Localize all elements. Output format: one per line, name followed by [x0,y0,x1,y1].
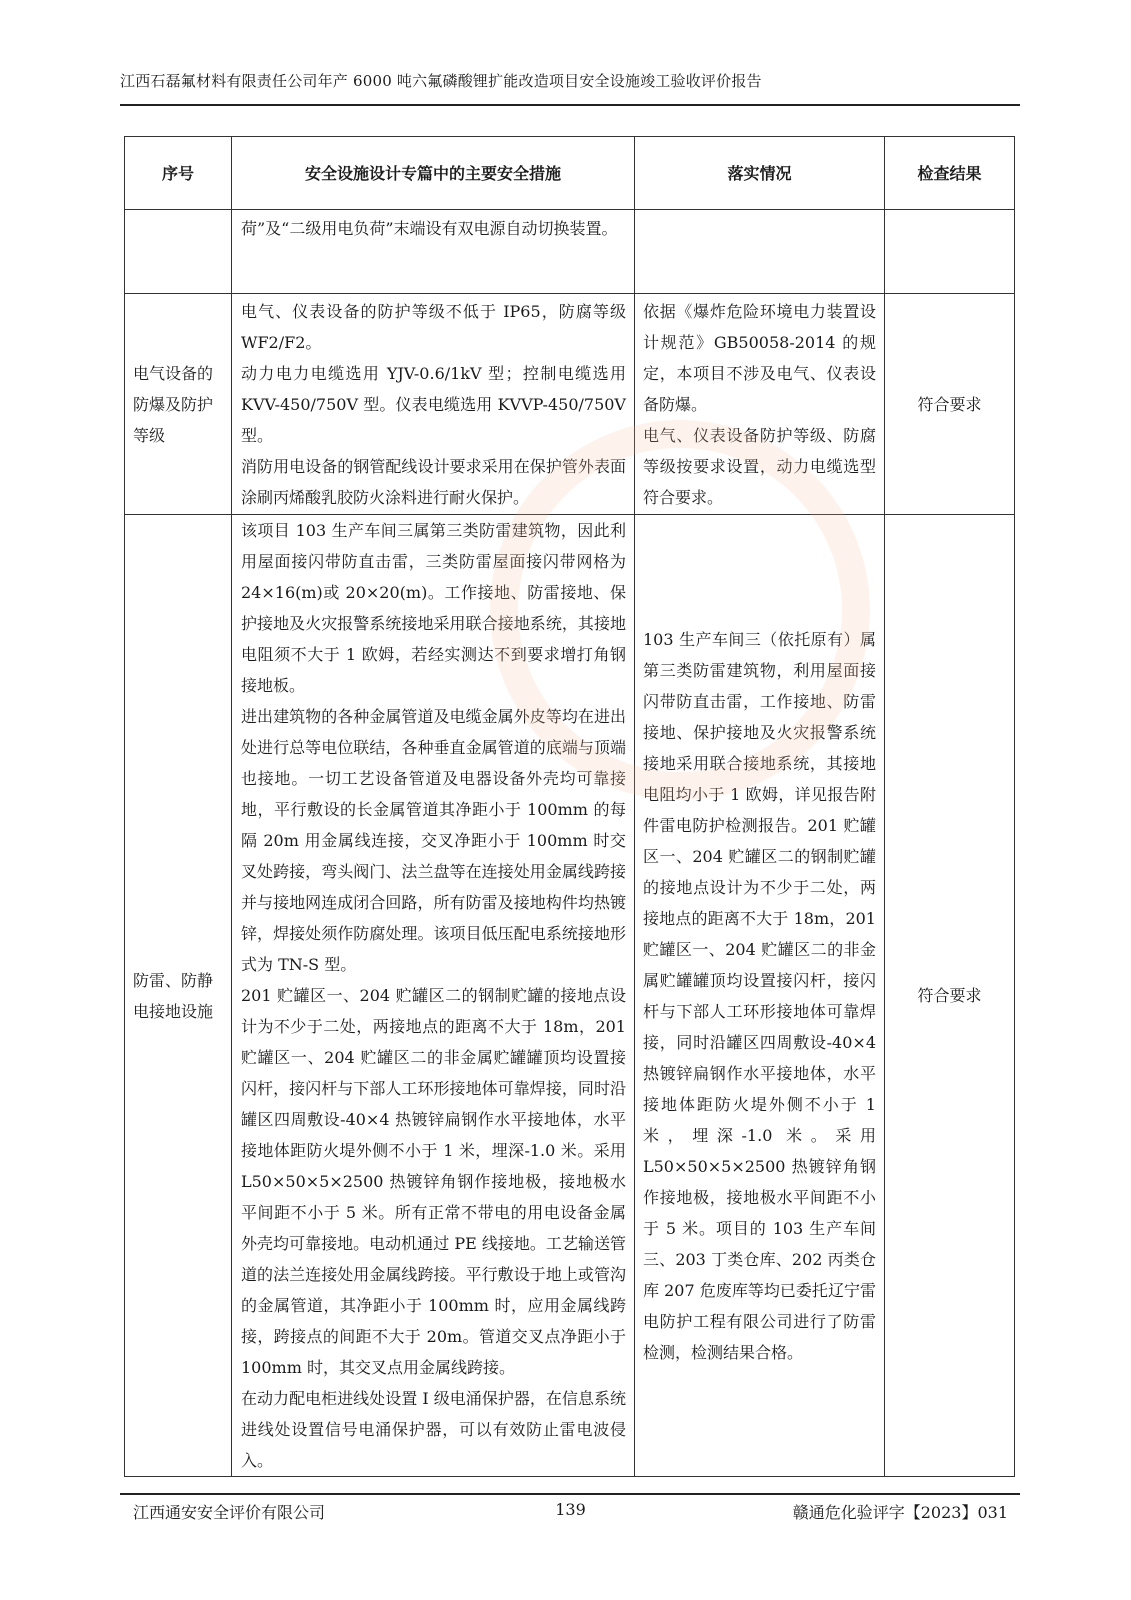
row-seq: 电气设备的防爆及防护等级 [125,294,232,515]
col-header-result: 检查结果 [885,137,1015,210]
row-implementation [635,515,885,1477]
col-header-measures: 安全设施设计专篇中的主要安全措施 [232,137,635,210]
measure-paragraph: 消防用电设备的钢管配线设计要求采用在保护管外表面涂刷丙烯酸乳胶防火涂料进行耐火保护。 [241,456,626,507]
safety-measures-table [124,136,1015,1477]
measure-paragraph: 该项目 103 生产车间三属第三类防雷建筑物，因此利用屋面接闪带防直击雷，三类防雷屋面接闪带网格为 24×16(m)或 20×20(m)。工作接地、防雷接地、保护接地及火灾报警系统接地采用联合接地系统，其接地电阻须不大于 1 欧姆，若经实测达不到要求增打角钢接地板。 [241,521,626,695]
table-header-row [125,137,1015,210]
header-divider [120,104,1020,106]
row-measures [232,210,635,294]
impl-paragraph: 103 生产车间三（依托原有）属第三类防雷建筑物，利用屋面接闪带防直击雷，工作接地、防雷接地、保护接地及火灾报警系统接地采用联合接地系统，其接地电阻均小于 1 欧姆，详见报告附件雷电防护检测报告。201 贮罐区一、204 贮罐区二的钢制贮罐的接地点设计为不少于二处，两接地点的距离不大于 18m，201 贮罐区一、204 贮罐区二的非金属贮罐罐顶均设置接闪杆，接闪杆与下部人工环形接地体可靠焊接，同时沿罐区四周敷设-40×4 热镀锌扁钢作水平接地体，水平接地体距防火堤外侧不小于 1 米，埋深-1.0 米。采用 L50×50×5×2500 热镀锌角钢作接地极，接地极水平间距不小于 5 米。项目的 103 生产车间三、203 丁类仓库、202 丙类仓库 207 危废库等均已委托辽宁雷电防护工程有限公司进行了防雷检测，检测结果合格。 [643,629,876,1362]
measure-paragraph: 在动力配电柜进线处设置 I 级电涌保护器，在信息系统进线处设置信号电涌保护器，可以有效防止雷电波侵入。 [241,1389,626,1470]
impl-paragraph: 依据《爆炸危险环境电力装置设计规范》GB50058-2014 的规定，本项目不涉及电气、仪表设备防爆。 [643,301,876,414]
table-row [125,210,1015,294]
measure-paragraph: 荷”及“二级用电负荷”末端设有双电源自动切换装置。 [241,219,618,238]
row-measures [232,294,635,515]
row-implementation [635,294,885,515]
row-seq: 防雷、防静电接地设施 [125,515,232,1477]
col-header-implementation: 落实情况 [635,137,885,210]
measure-paragraph: 进出建筑物的各种金属管道及电缆金属外皮等均在进出处进行总等电位联结，各种垂直金属管道的底端与顶端也接地。一切工艺设备管道及电器设备外壳均可靠接地，平行敷设的长金属管道其净距小于 100mm 的每隔 20m 用金属线连接，交叉净距小于 100mm 时交叉处跨接，弯头阀门、法兰盘等在连接处用金属线跨接并与接地网连成闭合回路，所有防雷及接地构件均热镀锌，焊接处须作防腐处理。该项目低压配电系统接地形式为 TN-S 型。 [241,707,626,974]
row-seq [125,210,232,294]
row-result: 符合要求 [885,294,1015,515]
row-result [885,210,1015,294]
table-row [125,294,1015,515]
impl-paragraph: 电气、仪表设备防护等级、防腐等级按要求设置，动力电缆选型符合要求。 [643,425,876,507]
measure-paragraph: 电气、仪表设备的防护等级不低于 IP65，防腐等级 WF2/F2。 [241,301,626,352]
table-row [125,515,1015,1477]
col-header-seq: 序号 [125,137,232,210]
row-implementation [635,210,885,294]
page-footer [133,1500,1008,1528]
measure-paragraph: 201 贮罐区一、204 贮罐区二的钢制贮罐的接地点设计为不少于二处，两接地点的距离不大于 18m，201 贮罐区一、204 贮罐区二的非金属贮罐罐顶均设置接闪杆，接闪杆与下部人工环形接地体可靠焊接，同时沿罐区四周敷设-40×4 热镀锌扁钢作水平接地体，水平接地体距防火堤外侧不小于 1 米，埋深-1.0 米。采用 L50×50×5×2500 热镀锌角钢作接地极，接地极水平间距不小于 5 米。所有正常不带电的用电设备金属外壳均可靠接地。电动机通过 PE 线接地。工艺输送管道的法兰连接处用金属线跨接。平行敷设于地上或管沟的金属管道，其净距小于 100mm 时，应用金属线跨接，跨接点的间距不大于 20m。管道交叉点净距小于 100mm 时，其交叉点用金属线跨接。 [241,986,626,1377]
footer-document-number: 赣通危化验评字【2023】031 [792,1503,1008,1522]
footer-company: 江西通安安全评价有限公司 [133,1503,326,1522]
footer-page-number: 139 [555,1500,586,1519]
measure-paragraph: 动力电力电缆选用 YJV-0.6/1kV 型；控制电缆选用 KVV-450/750V 型。仪表电缆选用 KVVP-450/750V 型。 [241,363,626,445]
row-result: 符合要求 [885,515,1015,1477]
row-measures [232,515,635,1477]
footer-divider [120,1493,1020,1495]
report-header-title: 江西石磊氟材料有限责任公司年产 6000 吨六氟磷酸锂扩能改造项目安全设施竣工验收评价报告 [120,72,762,90]
